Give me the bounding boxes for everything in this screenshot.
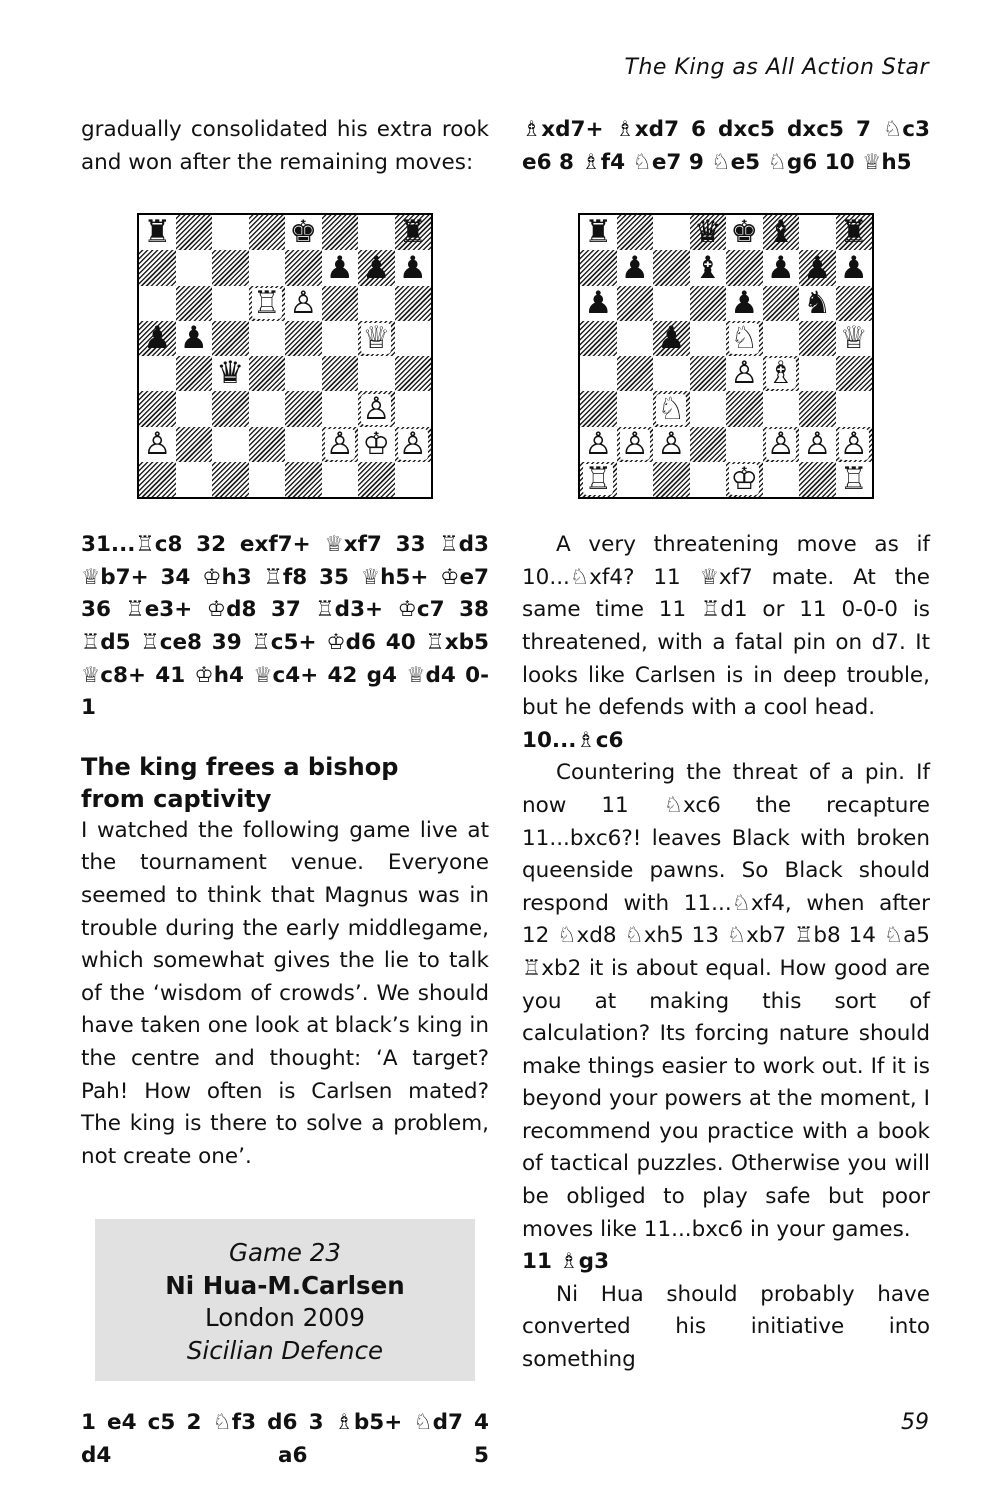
- white-pawn-icon: ♙: [143, 425, 172, 462]
- square-a4: [139, 356, 176, 391]
- square-g7: [799, 250, 836, 285]
- square-b1: [617, 462, 654, 497]
- square-d7: [249, 250, 286, 285]
- square-a6: [580, 286, 617, 321]
- game-moves-1: 31...♖c8 32 exf7+ ♕xf7 33 ♖d3 ♕b7+ 34 ♔h3 ♖f8 35 ♕h5+ ♔e7 36 ♖e3+ ♔d8 37 ♖d3+ ♔c7 38 ♖d5 ♖ce8 39 ♖c5+ ♔d6 40 ♖xb5 ♕c8+ 41 ♔h4 ♕c4+ 42 g4 ♕d4 0-1: [81, 532, 489, 721]
- square-h1: [395, 462, 432, 497]
- square-h4: [395, 356, 432, 391]
- black-pawn-icon: ♟: [584, 284, 613, 321]
- square-b8: [617, 215, 654, 250]
- square-f6: [763, 286, 800, 321]
- game-opening: Sicilian Defence: [186, 1335, 384, 1365]
- square-f2: [763, 427, 800, 462]
- white-king-icon: ♔: [730, 461, 759, 498]
- white-rook-icon: ♖: [252, 284, 281, 321]
- left-column: [81, 114, 489, 1472]
- intro-paragraph: gradually consolidated his extra rook and won after the remaining moves:: [81, 117, 489, 175]
- square-h6: [395, 286, 432, 321]
- white-pawn-icon: ♙: [657, 425, 686, 462]
- square-h8: [836, 215, 873, 250]
- white-pawn-icon: ♙: [839, 425, 868, 462]
- white-bishop-icon: ♗: [766, 355, 795, 392]
- square-c5: [212, 321, 249, 356]
- square-e7: [726, 250, 763, 285]
- square-h5: [395, 321, 432, 356]
- black-pawn-icon: ♟: [398, 249, 427, 286]
- white-pawn-icon: ♙: [620, 425, 649, 462]
- square-f3: [763, 391, 800, 426]
- square-b1: [176, 462, 213, 497]
- square-e1: [726, 462, 763, 497]
- square-c1: [212, 462, 249, 497]
- square-a4: [580, 356, 617, 391]
- square-f8: [763, 215, 800, 250]
- square-b3: [176, 391, 213, 426]
- white-pawn-icon: ♙: [803, 425, 832, 462]
- square-h2: [395, 427, 432, 462]
- square-e8: [726, 215, 763, 250]
- square-c2: [653, 427, 690, 462]
- running-head: The King as All Action Star: [624, 55, 929, 80]
- square-a7: [580, 250, 617, 285]
- white-pawn-icon: ♙: [289, 284, 318, 321]
- square-h1: [836, 462, 873, 497]
- square-c3: [212, 391, 249, 426]
- square-h3: [395, 391, 432, 426]
- square-c8: [653, 215, 690, 250]
- white-pawn-icon: ♙: [325, 425, 354, 462]
- black-pawn-icon: ♟: [143, 320, 172, 357]
- black-knight-icon: ♞: [803, 284, 832, 321]
- square-b4: [617, 356, 654, 391]
- square-d7: [690, 250, 727, 285]
- black-pawn-icon: ♟: [362, 249, 391, 286]
- square-h7: [395, 250, 432, 285]
- square-a2: [139, 427, 176, 462]
- square-d1: [690, 462, 727, 497]
- body-paragraph-right-3: Ni Hua should probably have converted his initiative into something: [522, 1281, 930, 1373]
- square-d5: [690, 321, 727, 356]
- white-knight-icon: ♘: [730, 320, 759, 357]
- square-b6: [176, 286, 213, 321]
- square-g1: [799, 462, 836, 497]
- square-e5: [285, 321, 322, 356]
- black-king-icon: ♚: [289, 214, 318, 251]
- square-g6: [358, 286, 395, 321]
- game-event: London 2009: [205, 1303, 365, 1333]
- square-g8: [358, 215, 395, 250]
- square-g5: [358, 321, 395, 356]
- square-b7: [617, 250, 654, 285]
- square-e2: [285, 427, 322, 462]
- white-pawn-icon: ♙: [766, 425, 795, 462]
- square-e4: [285, 356, 322, 391]
- square-f3: [322, 391, 359, 426]
- square-h6: [836, 286, 873, 321]
- white-pawn-icon: ♙: [730, 355, 759, 392]
- square-d3: [690, 391, 727, 426]
- square-d6: [690, 286, 727, 321]
- square-b7: [176, 250, 213, 285]
- square-c1: [653, 462, 690, 497]
- square-c4: [212, 356, 249, 391]
- square-a8: [580, 215, 617, 250]
- square-f4: [763, 356, 800, 391]
- square-f4: [322, 356, 359, 391]
- square-h4: [836, 356, 873, 391]
- black-rook-icon: ♜: [398, 214, 427, 251]
- square-g2: [358, 427, 395, 462]
- square-c7: [212, 250, 249, 285]
- square-f1: [763, 462, 800, 497]
- square-a1: [580, 462, 617, 497]
- square-b5: [176, 321, 213, 356]
- body-paragraph-right-1: A very threatening move as if 10...♘xf4? 11 ♕xf7 mate. At the same time 11 ♖d1 or 11 0-0-0 is threatened, with a fatal pin on d7. It looks like Carlsen is in deep trouble, but he defends with a cool head.: [522, 532, 930, 721]
- square-d2: [249, 427, 286, 462]
- black-pawn-icon: ♟: [620, 249, 649, 286]
- game-header-box: [95, 1219, 475, 1381]
- white-rook-icon: ♖: [584, 461, 613, 498]
- square-g2: [799, 427, 836, 462]
- square-a8: [139, 215, 176, 250]
- square-g7: [358, 250, 395, 285]
- black-pawn-icon: ♟: [803, 249, 832, 286]
- square-g4: [799, 356, 836, 391]
- chess-diagram-1: [137, 213, 433, 499]
- square-d1: [249, 462, 286, 497]
- square-b8: [176, 215, 213, 250]
- black-pawn-icon: ♟: [730, 284, 759, 321]
- white-queen-icon: ♕: [839, 320, 868, 357]
- section-heading-line-1: The king frees a bishop: [81, 752, 399, 781]
- black-rook-icon: ♜: [839, 214, 868, 251]
- game-moves-top: ♗xd7+ ♗xd7 6 dxc5 dxc5 7 ♘c3 e6 8 ♗f4 ♘e7 9 ♘e5 ♘g6 10 ♕h5: [522, 117, 930, 175]
- square-g8: [799, 215, 836, 250]
- square-f8: [322, 215, 359, 250]
- black-pawn-icon: ♟: [179, 320, 208, 357]
- square-a7: [139, 250, 176, 285]
- square-f5: [763, 321, 800, 356]
- square-d4: [249, 356, 286, 391]
- square-a6: [139, 286, 176, 321]
- square-g3: [358, 391, 395, 426]
- white-king-icon: ♔: [362, 425, 391, 462]
- square-d5: [249, 321, 286, 356]
- game-number: Game 23: [229, 1238, 341, 1268]
- square-b3: [617, 391, 654, 426]
- square-e4: [726, 356, 763, 391]
- black-pawn-icon: ♟: [766, 249, 795, 286]
- square-h7: [836, 250, 873, 285]
- square-f7: [763, 250, 800, 285]
- move-heading-1: 10...♗c6: [522, 727, 624, 753]
- square-e6: [726, 286, 763, 321]
- right-column: [522, 114, 930, 1377]
- square-b4: [176, 356, 213, 391]
- square-d3: [249, 391, 286, 426]
- move-heading-2: 11 ♗g3: [522, 1249, 610, 1275]
- square-c2: [212, 427, 249, 462]
- black-rook-icon: ♜: [143, 214, 172, 251]
- black-pawn-icon: ♟: [325, 249, 354, 286]
- page-number: 59: [901, 1410, 929, 1435]
- square-f1: [322, 462, 359, 497]
- square-g4: [358, 356, 395, 391]
- chess-diagram-2: [578, 213, 874, 499]
- diagram-1-wrap: [81, 213, 489, 499]
- square-f5: [322, 321, 359, 356]
- black-pawn-icon: ♟: [839, 249, 868, 286]
- square-b5: [617, 321, 654, 356]
- square-b2: [176, 427, 213, 462]
- square-g3: [799, 391, 836, 426]
- square-e3: [285, 391, 322, 426]
- body-paragraph-left: I watched the following game live at the tournament venue. Everyone seemed to think that Magnus was in trouble during the early middlegame, which somewhat gives the lie to talk of the ‘wisdom of crowds’. We should have taken one look at black’s king in the centre and thought: ‘A target? Pah! How often is Carlsen mated? The king is there to solve a problem, not create one’.: [81, 817, 489, 1169]
- square-a3: [580, 391, 617, 426]
- black-pawn-icon: ♟: [657, 320, 686, 357]
- square-h2: [836, 427, 873, 462]
- square-c7: [653, 250, 690, 285]
- diagram-2-wrap: [522, 213, 930, 499]
- black-bishop-icon: ♝: [766, 214, 795, 251]
- square-b6: [617, 286, 654, 321]
- square-a5: [139, 321, 176, 356]
- square-d8: [249, 215, 286, 250]
- square-c6: [212, 286, 249, 321]
- white-knight-icon: ♘: [657, 390, 686, 427]
- square-h8: [395, 215, 432, 250]
- square-e8: [285, 215, 322, 250]
- black-bishop-icon: ♝: [693, 249, 722, 286]
- square-c5: [653, 321, 690, 356]
- square-e2: [726, 427, 763, 462]
- section-heading-line-2: from captivity: [81, 784, 272, 813]
- square-g5: [799, 321, 836, 356]
- square-a2: [580, 427, 617, 462]
- square-f6: [322, 286, 359, 321]
- square-h5: [836, 321, 873, 356]
- square-g6: [799, 286, 836, 321]
- black-queen-icon: ♛: [693, 214, 722, 251]
- square-d4: [690, 356, 727, 391]
- square-e1: [285, 462, 322, 497]
- square-c6: [653, 286, 690, 321]
- white-queen-icon: ♕: [362, 320, 391, 357]
- square-f2: [322, 427, 359, 462]
- square-h3: [836, 391, 873, 426]
- white-rook-icon: ♖: [839, 461, 868, 498]
- square-b2: [617, 427, 654, 462]
- black-rook-icon: ♜: [584, 214, 613, 251]
- square-a3: [139, 391, 176, 426]
- square-e3: [726, 391, 763, 426]
- body-paragraph-right-2: Countering the threat of a pin. If now 11 ♘xc6 the recapture 11...bxc6?! leaves Black with broken queenside pawns. So Black should respond with 11...♘xf4, when after 12 ♘xd8 ♘xh5 13 ♘xb7 ♖b8 14 ♘a5 ♖xb2 it is about equal. How good are you at making this sort of calculation? Its forcing nature should make things easier to work out. If it is beyond your powers at the moment, I recommend you practice with a book of tactical puzzles. Otherwise you will be obliged to play safe but poor moves like 11...bxc6 in your games.: [522, 760, 930, 1242]
- section-heading: [81, 751, 489, 815]
- square-d8: [690, 215, 727, 250]
- square-a5: [580, 321, 617, 356]
- black-queen-icon: ♛: [216, 355, 245, 392]
- square-c4: [653, 356, 690, 391]
- square-c3: [653, 391, 690, 426]
- square-d2: [690, 427, 727, 462]
- white-pawn-icon: ♙: [398, 425, 427, 462]
- square-e7: [285, 250, 322, 285]
- white-pawn-icon: ♙: [584, 425, 613, 462]
- black-king-icon: ♚: [730, 214, 759, 251]
- square-c8: [212, 215, 249, 250]
- square-g1: [358, 462, 395, 497]
- square-f7: [322, 250, 359, 285]
- square-a1: [139, 462, 176, 497]
- white-pawn-icon: ♙: [362, 390, 391, 427]
- square-d6: [249, 286, 286, 321]
- game-moves-2: 1 e4 c5 2 ♘f3 d6 3 ♗b5+ ♘d7 4 d4 a6 5: [81, 1410, 489, 1468]
- square-e6: [285, 286, 322, 321]
- game-players: Ni Hua-M.Carlsen: [165, 1270, 405, 1300]
- square-e5: [726, 321, 763, 356]
